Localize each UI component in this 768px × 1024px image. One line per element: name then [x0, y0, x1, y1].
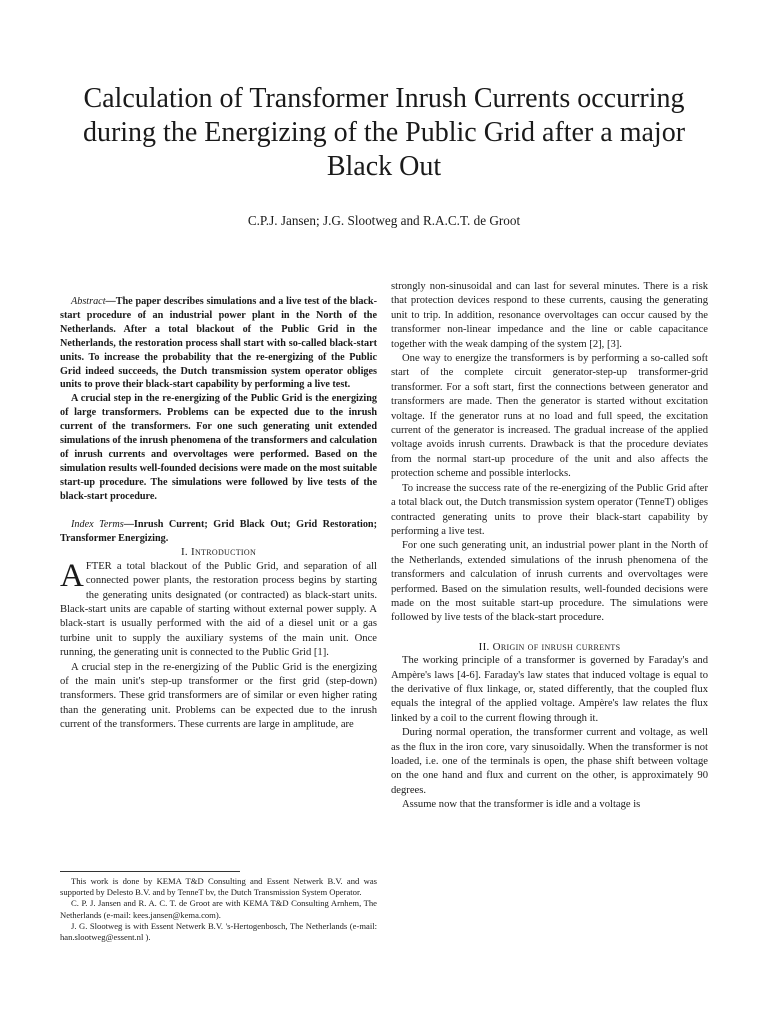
abstract-paragraph-2: A crucial step in the re-energizing of the Public Grid is the energizing of large transformers. Problems can be expected due to the inrush current of the transformers. For one such generating unit extended simulations of the inrush phenomena of the transformers and calculation of inrush currents and overvoltages were performed. Based on the simulation results well-founded decisions were made on the most suitable start-up procedure. The simulations were followed by live tests of the black-start procedure.	[60, 393, 377, 502]
footnote-affiliation-kema: C. P. J. Jansen and R. A. C. T. de Groot are with KEMA T&D Consulting Arnhem, The Netherlands (e-mail: kees.jansen@kema.com).	[60, 898, 377, 920]
drop-cap-letter: A	[60, 557, 84, 594]
index-terms-dash: —	[123, 518, 134, 530]
footnote-divider	[60, 871, 240, 872]
footnote-funding: This work is done by KEMA T&D Consulting and Essent Netwerk B.V. and was supported by Delesto B.V. and by TenneT bv, the Dutch Transmission System Operator.	[60, 876, 377, 898]
intro-paragraph-1-text: FTER a total blackout of the Public Grid, and separation of all connected power plants, the restoration process begins by starting the generating units designated (or contracted) as black-start units. Black-start units are capable of starting without external power supply. A black-start is usually performed with the aid of a diesel unit or a gas turbine unit to supply the auxiliary systems of the main unit. Once running, the generating unit is connected to the Public Grid [1].	[60, 560, 377, 659]
abstract-dash: —	[105, 296, 116, 307]
intro-paragraph-5: For one such generating unit, an industrial power plant in the North of the Netherlands, extended simulations of the inrush phenomena of the transformers and calculation of inrush currents and overvoltages were performed. Based on the simulation results, well-founded decisions were made on the most suitable start-up procedure. The simulations were followed by live tests of the black-start procedure.	[391, 540, 708, 624]
intro-paragraph-3: One way to energize the transformers is by performing a so-called soft start of the complete circuit generator-step-up transformer-grid transformer. For a soft start, first the connections between generator and transformers are made. Then the generator is started without excitation voltage. If the generator runs at no load and full speed, the excitation current of the generator is increased. The gradual increase of the applied voltage avoids inrush currents. Drawback is that the procedure deviates from the normal start-up procedure of the unit and also affects the protection scheme and possible interlocks.	[391, 353, 708, 480]
footnote-affiliation-essent: J. G. Slootweg is with Essent Netwerk B.V. 's-Hertogenbosch, The Netherlands (e-mail: han.slootweg@essent.nl ).	[60, 920, 377, 943]
origin-paragraph-3: Assume now that the transformer is idle and a voltage is	[402, 799, 641, 811]
index-terms	[60, 518, 377, 546]
index-terms-label: Index Terms	[71, 518, 124, 530]
index-terms-text: Inrush Current; Grid Black Out; Grid Restoration; Transformer Energizing.	[60, 518, 377, 544]
section-heading-origin: II. Origin of inrush currents	[478, 640, 621, 653]
intro-paragraph-2: A crucial step in the re-energizing of the Public Grid is the energizing of the main unit's step-up transformer or the first grid (step-down) transformers. These grid transformers are of similar or even higher rating than the generating unit. Problems can be expected due to the inrush current of the transformers. These currents are large in amplitude, are	[60, 661, 377, 731]
left-column	[60, 295, 377, 733]
abstract-paragraph-1	[60, 295, 377, 392]
abstract-text-1: The paper describes simulations and a live test of the black-start procedure of an industrial power plant in the North of the Netherlands. After a total blackout of the Public Grid in the Netherlands, the restoration process shall start with so-called black-start units. To increase the probability that the re-energizing of the Public Grid indeed succeeds, the Dutch transmission system operator obliges units to prove their black-start capability by performing a live test.	[60, 296, 377, 391]
origin-paragraph-2: During normal operation, the transformer current and voltage, as well as the flux in the iron core, vary sinusoidally. When the transformer is not loaded, i.e. one of the terminals is open, the phase shift between voltage on the one hand and flux and current on the other, is approximately 90 degrees.	[391, 727, 708, 796]
intro-paragraph-4: To increase the success rate of the re-energizing of the Public Grid after a total black out, the Dutch transmission system operator (TenneT) obliges contracted generating units to prove their black-start capability by performing a live test.	[391, 482, 708, 537]
paper-title: Calculation of Transformer Inrush Currents occurring during the Energizing of the Public Grid after a major Black Out	[82, 83, 686, 182]
footnotes	[60, 876, 377, 943]
right-column	[391, 280, 708, 813]
section-heading-introduction: I. Introduction	[180, 546, 257, 559]
origin-paragraph-1: The working principle of a transformer is governed by Faraday's and Ampère's laws [4-6]. Faraday's law states that induced voltage is equal to the derivative of flux linkage, or, stated differently, that the coupled flux equals the integral of the applied voltage. Ampère's law relates the flux linked by a coil to the current flowing through it.	[391, 655, 708, 724]
intro-paragraph-2-continued: strongly non-sinusoidal and can last for several minutes. There is a risk that protection devices respond to these currents, causing the generating unit to trip. In addition, resonance overvoltages can occur caused by the transformer non-linear impedance and the line or cable capacitance together with the weak damping of the system [2], [3].	[391, 281, 708, 350]
intro-paragraph-1	[60, 557, 377, 661]
abstract-label: Abstract	[71, 296, 106, 307]
author-list: C.P.J. Jansen; J.G. Slootweg and R.A.C.T. de Groot	[247, 213, 521, 228]
